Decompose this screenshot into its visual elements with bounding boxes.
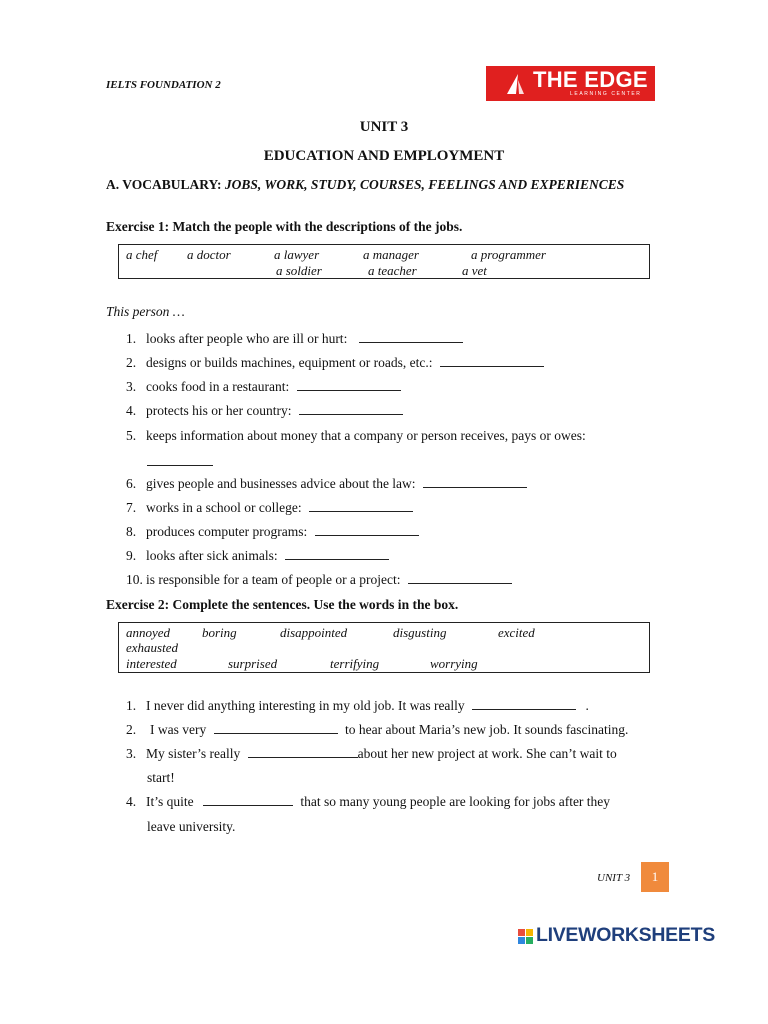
exercise-2-title: Exercise 2: Complete the sentences. Use the words in the box.	[106, 597, 459, 612]
answer-blank[interactable]	[248, 746, 358, 758]
course-name: IELTS FOUNDATION 2	[106, 79, 221, 91]
list-item-continued: start!	[147, 770, 175, 785]
logo-name: THE EDGE	[533, 67, 648, 92]
answer-blank[interactable]	[408, 572, 512, 584]
the-edge-logo	[486, 66, 655, 101]
list-item: 3. My sister’s really about her new project at work. She can’t wait to	[126, 746, 617, 761]
word-box-item: a doctor	[187, 247, 231, 262]
answer-blank[interactable]	[472, 698, 576, 710]
unit-title: UNIT 3	[359, 119, 409, 135]
page-number: 1	[641, 862, 669, 892]
logo-tagline: LEARNING CENTER	[570, 91, 642, 97]
word-box-item: a programmer	[471, 247, 546, 262]
liveworksheets-brand: LIVEWORKSHEETS	[536, 924, 715, 946]
word-box-item: excited	[498, 625, 535, 640]
list-item: 2. designs or builds machines, equipment or roads, etc.:	[126, 355, 544, 371]
list-item: 8. produces computer programs:	[126, 524, 419, 540]
word-box-item: a soldier	[276, 263, 322, 278]
list-item: 7. works in a school or college:	[126, 500, 413, 516]
unit-topic: EDUCATION AND EMPLOYMENT	[263, 148, 505, 164]
word-box-item: a vet	[462, 263, 487, 278]
list-item: 10. is responsible for a team of people or a project:	[126, 572, 512, 588]
liveworksheets-icon	[518, 929, 534, 945]
word-box-item: a teacher	[368, 263, 417, 278]
answer-blank[interactable]	[315, 524, 419, 536]
word-box-item: boring	[202, 625, 237, 640]
list-item: 5. keeps information about money that a company or person receives, pays or owes:	[126, 428, 586, 443]
answer-blank[interactable]	[423, 476, 527, 488]
section-label: A. VOCABULARY:	[106, 177, 222, 192]
exercise-1-intro: This person …	[106, 304, 185, 319]
word-box-item: a chef	[126, 247, 158, 262]
exercise-1-title: Exercise 1: Match the people with the descriptions of the jobs.	[106, 219, 463, 234]
section-heading	[106, 176, 626, 193]
word-box-item: exhausted	[126, 640, 178, 655]
answer-blank[interactable]	[214, 722, 338, 734]
section-topics: JOBS, WORK, STUDY, COURSES, FEELINGS AND EXPERIENCES	[224, 177, 625, 192]
answer-blank[interactable]	[309, 500, 413, 512]
list-item-continued: leave university.	[147, 819, 236, 834]
answer-blank[interactable]	[440, 355, 544, 367]
answer-blank[interactable]	[285, 548, 389, 560]
exercise-1-word-box	[118, 244, 650, 279]
answer-blank[interactable]	[147, 454, 213, 466]
word-box-item: a lawyer	[274, 247, 320, 262]
answer-blank[interactable]	[299, 403, 403, 415]
exercise-2-word-box	[118, 622, 650, 673]
list-item: 2. I was very to hear about Maria’s new job. It sounds fascinating.	[126, 722, 629, 737]
answer-blank[interactable]	[359, 331, 463, 343]
footer-unit-label: UNIT 3	[597, 872, 631, 884]
word-box-item: terrifying	[330, 656, 380, 671]
word-box-item: disappointed	[280, 625, 348, 640]
list-item: 4. protects his or her country:	[126, 403, 403, 419]
sail-logo-icon	[504, 72, 526, 96]
word-box-item: interested	[126, 656, 177, 671]
list-item: 4. It’s quite that so many young people are looking for jobs after they	[126, 794, 611, 809]
answer-blank[interactable]	[297, 379, 401, 391]
list-item: 1. looks after people who are ill or hurt:	[126, 331, 463, 347]
answer-blank[interactable]	[203, 794, 293, 806]
word-box-item: worrying	[430, 656, 478, 671]
list-item: 9. looks after sick animals:	[126, 548, 389, 564]
list-item: 1. I never did anything interesting in my old job. It was really .	[126, 698, 589, 713]
word-box-item: surprised	[228, 656, 278, 671]
list-item: 3. cooks food in a restaurant:	[126, 379, 401, 395]
list-item: 6. gives people and businesses advice about the law:	[126, 476, 527, 492]
word-box-item: disgusting	[393, 625, 447, 640]
word-box-item: annoyed	[126, 625, 171, 640]
word-box-item: a manager	[363, 247, 419, 262]
